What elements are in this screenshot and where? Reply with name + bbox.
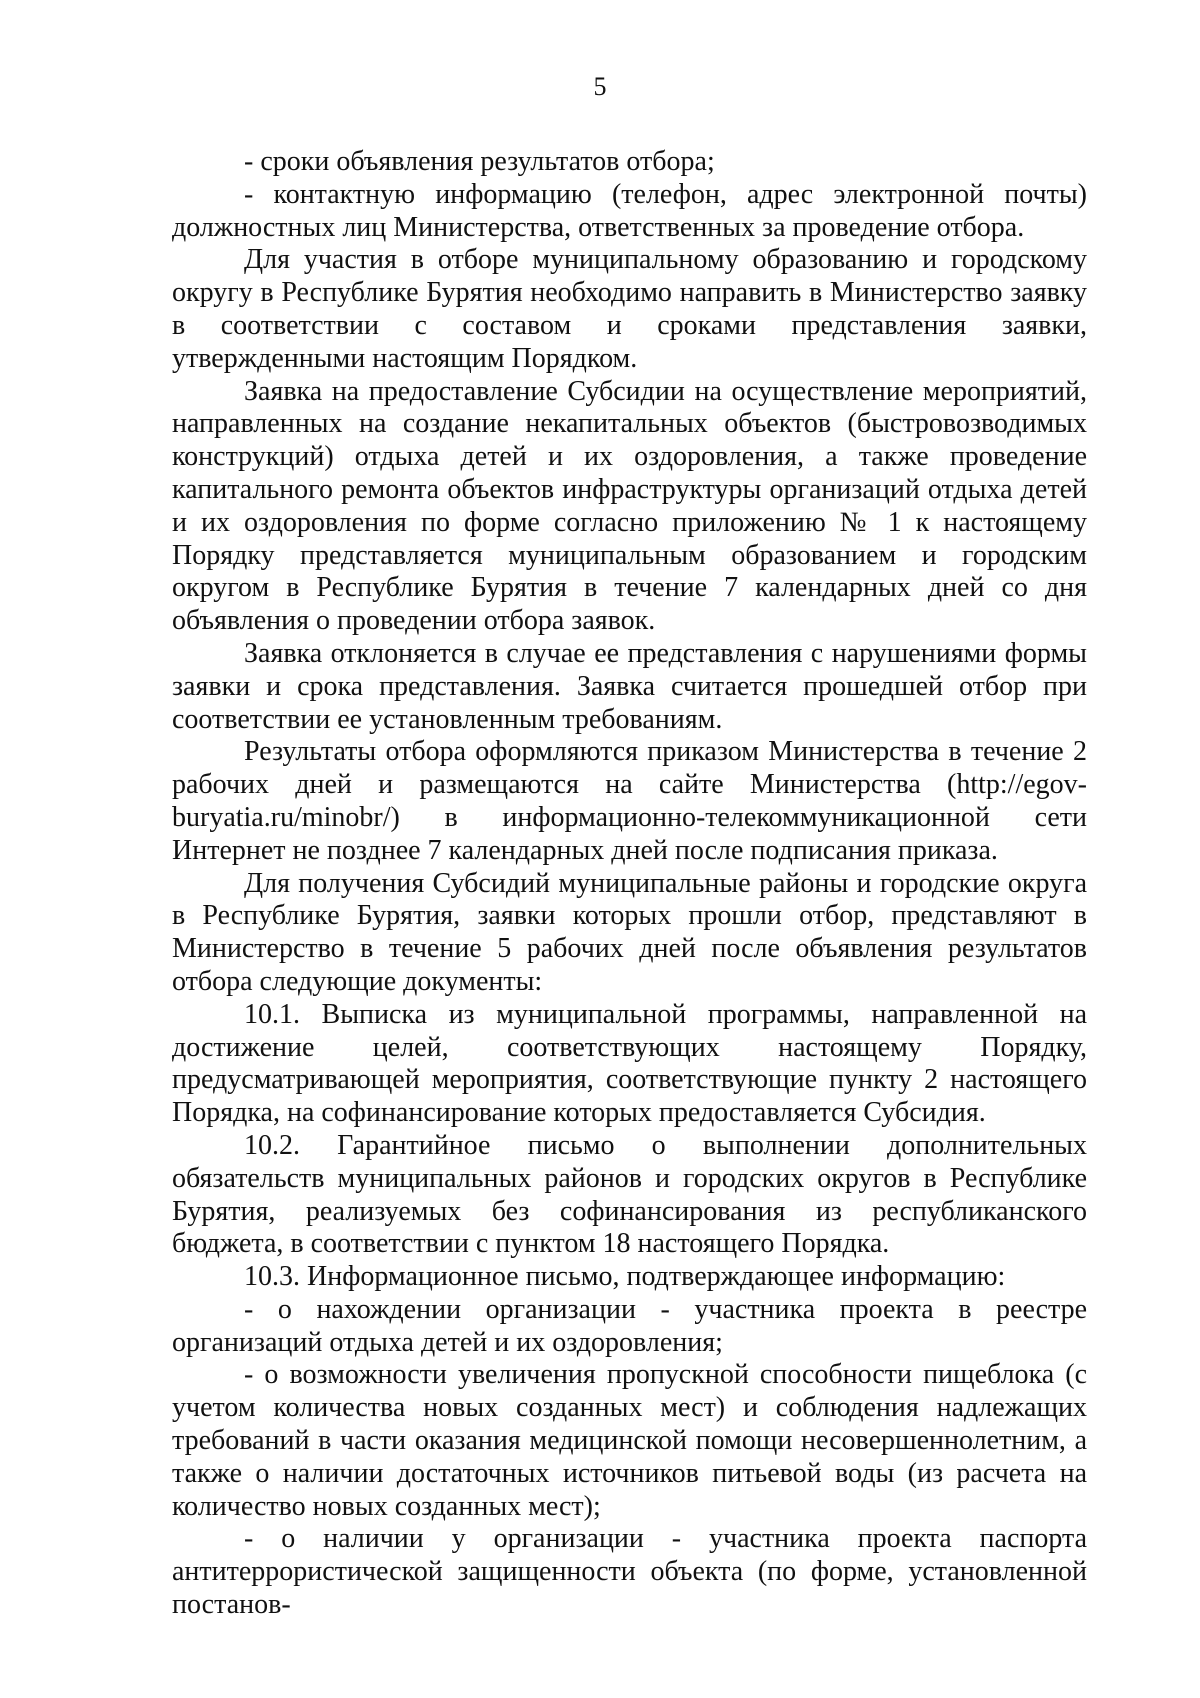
paragraph-6: Результаты отбора оформляются приказом Министерства в течение 2 рабочих дней и размещаются на сайте Министерства (http://egov-buryatia.ru/minobr/) в информационно-телекоммуникационной сети Интернет не позднее 7 календарных дней после подписания приказа. (172, 736, 1087, 866)
paragraph-8: 10.1. Выписка из муниципальной программы, направленной на достижение целей, соответствующих настоящему Порядку, предусматривающей мероприятия, соответствующие пункту 2 настоящего Порядка, на софинансирование которых предоставляется Субсидия. (172, 998, 1087, 1129)
paragraph-9: 10.2. Гарантийное письмо о выполнении дополнительных обязательств муниципальных районов и городских округов в Республике Бурятия, реализуемых без софинансирования из республиканского бюджета, в соответствии с пунктом 18 настоящего Порядка. (172, 1129, 1087, 1260)
paragraph-7: Для получения Субсидий муниципальные районы и городские округа в Республике Бурятия, заявки которых прошли отбор, представляют в Министерство в течение 5 рабочих дней после объявления результатов отбора следующие документы: (172, 867, 1087, 997)
paragraph-11: - о нахождении организации - участника проекта в реестре организаций отдыха детей и их оздоровления; (172, 1293, 1087, 1358)
page-number: 5 (593, 72, 607, 101)
document-body (172, 146, 1087, 1622)
paragraph-5: Заявка отклоняется в случае ее представления с нарушениями формы заявки и срока представления. Заявка считается прошедшей отбор при соответствии ее установленным требованиям. (172, 637, 1087, 735)
paragraph-12: - о возможности увеличения пропускной способности пищеблока (с учетом количества новых созданных мест) и соблюдения надлежащих требований в части оказания медицинской помощи несовершеннолетним, а также о наличии достаточных источников питьевой воды (из расчета на количество новых созданных мест); (172, 1359, 1087, 1522)
paragraph-3: Для участия в отборе муниципальному образованию и городскому округу в Республике Бурятия необходимо направить в Министерство заявку в соответствии с составом и сроками представления заявки, утвержденными настоящим Порядком. (172, 244, 1087, 374)
paragraph-2: - контактную информацию (телефон, адрес электронной почты) должностных лиц Министерства, ответственных за проведение отбора. (172, 178, 1087, 243)
paragraph-10: 10.3. Информационное письмо, подтверждающее информацию: (244, 1261, 1006, 1293)
paragraph-1: - сроки объявления результатов отбора; (244, 146, 715, 177)
paragraph-4: Заявка на предоставление Субсидии на осуществление мероприятий, направленных на создание некапитальных объектов (быстровозводимых конструкций) отдыха детей и их оздоровления, а также проведение капитального ремонта объектов инфраструктуры организаций отдыха детей и их оздоровления по форме согласно приложению № 1 к настоящему Порядку представляется муниципальным образованием и городским округом в Республике Бурятия в течение 7 календарных дней со дня объявления о проведении отбора заявок. (172, 375, 1087, 637)
paragraph-13: - о наличии у организации - участника проекта паспорта антитеррористической защищенности объекта (по форме, установленной постанов- (172, 1523, 1087, 1621)
